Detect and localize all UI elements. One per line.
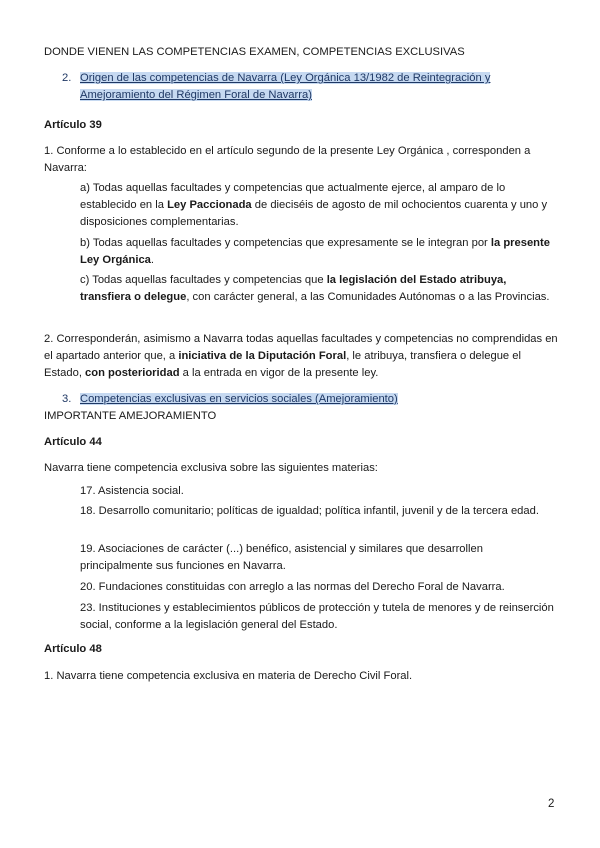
art39-p2-text-2: , le atribuya, transfiera o delegue el Estado, <box>44 350 521 379</box>
art39-p2-text-3: a la entrada en vigor de la presente ley. <box>179 367 379 379</box>
top-note: DONDE VIENEN LAS COMPETENCIAS EXAMEN, COMPETENCIAS EXCLUSIVAS <box>44 46 465 58</box>
article-48-title: Artículo 48 <box>44 643 102 655</box>
heading-origen-competencias[interactable] <box>80 70 560 104</box>
art39-p2-text-1: 2. Corresponderán, asimismo a Navarra todas aquellas facultades y competencias no comprendidas en el apartado anterior que, a <box>44 333 558 362</box>
art44-item-17: 17. Asistencia social. <box>80 485 184 497</box>
art39-item-b <box>80 235 558 269</box>
art44-intro: Navarra tiene competencia exclusiva sobre las siguientes materias: <box>44 462 378 474</box>
art48-paragraph-1: 1. Navarra tiene competencia exclusiva en materia de Derecho Civil Foral. <box>44 670 413 682</box>
art39-item-c <box>80 272 558 306</box>
art39-c-bold: la legislación del Estado atribuya, transfiera o delegue <box>80 274 507 303</box>
art44-item-23: 23. Instituciones y establecimientos públicos de protección y tutela de menores y de reinserción social, conforme a la legislación general del Estado. <box>80 602 554 631</box>
page-number: 2 <box>548 798 555 810</box>
art39-paragraph-1: 1. Conforme a lo establecido en el artículo segundo de la presente Ley Orgánica , corresponden a Navarra: <box>44 145 531 174</box>
art39-a-text-2: de dieciséis de agosto de mil ochocientos cuarenta y uno y disposiciones complementarias. <box>80 199 548 228</box>
art39-p2-bold-1: iniciativa de la Diputación Foral <box>178 350 347 362</box>
art39-a-text-1: a) Todas aquellas facultades y competencias que actualmente ejerce, al amparo de lo establecido en la <box>80 182 506 211</box>
art39-p2-bold-2: con posterioridad <box>85 367 180 379</box>
list-number-2: 2. <box>62 72 72 84</box>
art44-item-20: 20. Fundaciones constituidas con arreglo a las normas del Derecho Foral de Navarra. <box>80 581 505 593</box>
art39-c-text-1: c) Todas aquellas facultades y competencias que <box>80 274 327 286</box>
art39-a-bold: Ley Paccionada <box>167 199 252 211</box>
heading-competencias-exclusivas[interactable] <box>80 391 560 408</box>
art39-b-text-2: . <box>150 254 154 266</box>
art39-paragraph-2 <box>44 331 558 382</box>
art44-item-19: 19. Asociaciones de carácter (...) benéfico, asistencial y similares que desarrollen principalmente sus funciones en Navarra. <box>80 543 483 572</box>
art39-c-text-2: , con carácter general, a las Comunidades Autónomas o a las Provincias. <box>186 291 550 303</box>
important-note: IMPORTANTE AMEJORAMIENTO <box>44 410 217 422</box>
art44-item-18: 18. Desarrollo comunitario; políticas de igualdad; política infantil, juvenil y de la tercera edad. <box>80 505 539 517</box>
article-39-title: Artículo 39 <box>44 119 102 131</box>
article-44-title: Artículo 44 <box>44 436 102 448</box>
heading-competencias-link[interactable]: Competencias exclusivas en servicios sociales (Amejoramiento) <box>80 393 398 405</box>
art39-b-text-1: b) Todas aquellas facultades y competencias que expresamente se le integran por <box>80 237 491 249</box>
art39-item-a <box>80 180 558 231</box>
art39-b-bold: la presente Ley Orgánica <box>80 237 550 266</box>
heading-origen-link[interactable]: Origen de las competencias de Navarra (Ley Orgánica 13/1982 de Reintegración y Amejoramiento del Régimen Foral de Navarra) <box>80 72 491 101</box>
list-number-3: 3. <box>62 393 72 405</box>
